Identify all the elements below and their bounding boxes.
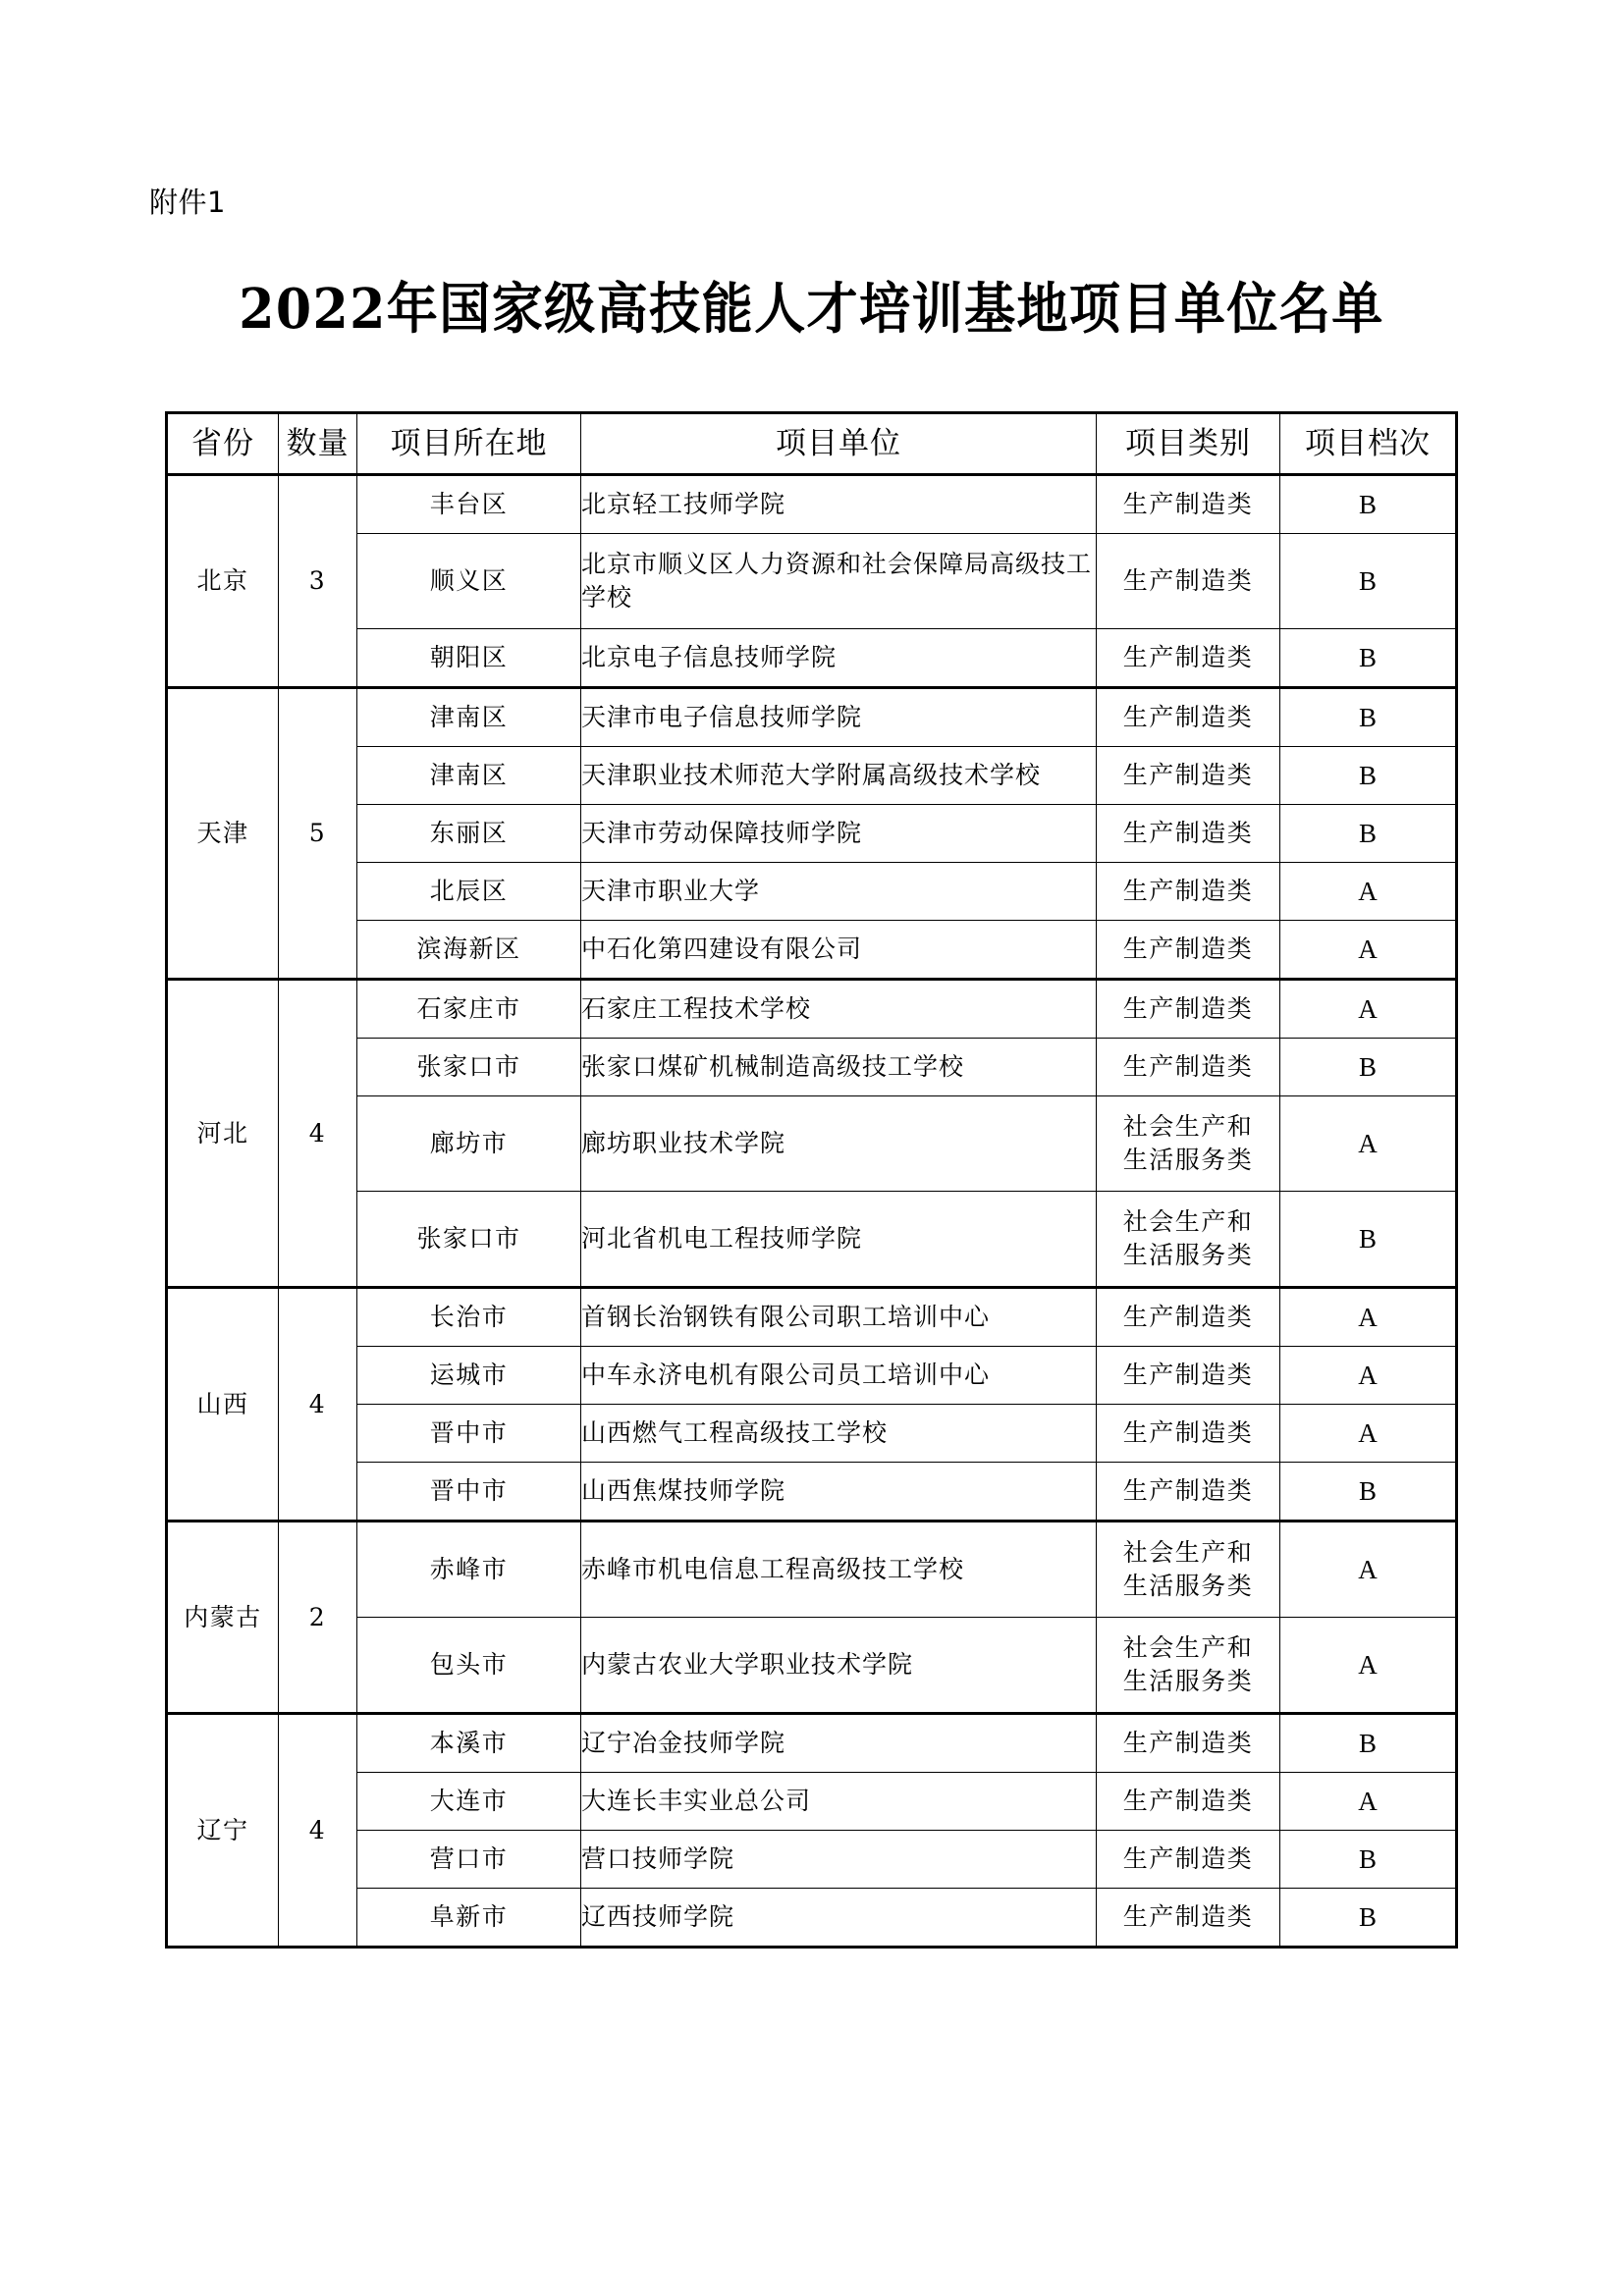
cell-grade: B (1280, 1889, 1457, 1948)
cell-grade: B (1280, 688, 1457, 747)
cell-location: 晋中市 (357, 1405, 581, 1463)
cell-unit: 辽西技师学院 (581, 1889, 1097, 1948)
cell-location: 营口市 (357, 1831, 581, 1889)
cell-grade: A (1280, 1405, 1457, 1463)
cell-category: 生产制造类 (1097, 980, 1280, 1039)
cell-grade: B (1280, 747, 1457, 805)
cell-grade: A (1280, 1347, 1457, 1405)
cell-grade: A (1280, 1522, 1457, 1618)
cell-category: 生产制造类 (1097, 688, 1280, 747)
cell-category: 生产制造类 (1097, 747, 1280, 805)
category-line-2: 生活服务类 (1122, 1572, 1254, 1600)
cell-location: 长治市 (357, 1288, 581, 1347)
cell-category: 生产制造类 (1097, 1347, 1280, 1405)
table-row (167, 921, 1457, 980)
column-header-count: 数量 (279, 413, 357, 475)
cell-category: 生产制造类 (1097, 1288, 1280, 1347)
table-row (167, 1039, 1457, 1096)
cell-location: 阜新市 (357, 1889, 581, 1948)
column-header-unit: 项目单位 (581, 413, 1097, 475)
cell-unit: 天津职业技术师范大学附属高级技术学校 (581, 747, 1097, 805)
cell-location: 顺义区 (357, 534, 581, 629)
table-row (167, 1831, 1457, 1889)
table-row (167, 1405, 1457, 1463)
cell-unit: 中石化第四建设有限公司 (581, 921, 1097, 980)
cell-count: 5 (279, 688, 357, 980)
table-row (167, 1773, 1457, 1831)
cell-province: 北京 (167, 475, 279, 688)
cell-grade: A (1280, 980, 1457, 1039)
table-row (167, 1463, 1457, 1522)
cell-unit: 张家口煤矿机械制造高级技工学校 (581, 1039, 1097, 1096)
column-header-province: 省份 (167, 413, 279, 475)
cell-unit: 大连长丰实业总公司 (581, 1773, 1097, 1831)
cell-unit: 天津市职业大学 (581, 863, 1097, 921)
cell-location: 朝阳区 (357, 629, 581, 688)
cell-location: 丰台区 (357, 475, 581, 534)
cell-category: 生产制造类 (1097, 863, 1280, 921)
cell-location: 赤峰市 (357, 1522, 581, 1618)
table-row (167, 980, 1457, 1039)
cell-unit: 河北省机电工程技师学院 (581, 1192, 1097, 1288)
cell-count: 4 (279, 1288, 357, 1522)
cell-province: 天津 (167, 688, 279, 980)
table-header (167, 413, 1457, 475)
cell-category: 生产制造类 (1097, 1889, 1280, 1948)
cell-grade: A (1280, 1096, 1457, 1192)
cell-grade: B (1280, 475, 1457, 534)
cell-category (1097, 1096, 1280, 1192)
cell-unit: 石家庄工程技术学校 (581, 980, 1097, 1039)
cell-location: 运城市 (357, 1347, 581, 1405)
cell-location: 本溪市 (357, 1714, 581, 1773)
cell-count: 4 (279, 1714, 357, 1948)
cell-location: 晋中市 (357, 1463, 581, 1522)
cell-category (1097, 1618, 1280, 1714)
column-header-category: 项目类别 (1097, 413, 1280, 475)
cell-count: 3 (279, 475, 357, 688)
category-line-2: 生活服务类 (1122, 1146, 1254, 1174)
cell-unit: 山西焦煤技师学院 (581, 1463, 1097, 1522)
cell-category: 生产制造类 (1097, 921, 1280, 980)
cell-location: 大连市 (357, 1773, 581, 1831)
cell-grade: A (1280, 1618, 1457, 1714)
cell-province: 内蒙古 (167, 1522, 279, 1714)
table-row (167, 629, 1457, 688)
cell-province: 河北 (167, 980, 279, 1288)
cell-location: 张家口市 (357, 1039, 581, 1096)
table-row (167, 475, 1457, 534)
cell-unit: 辽宁冶金技师学院 (581, 1714, 1097, 1773)
cell-grade: B (1280, 1463, 1457, 1522)
category-line-2: 生活服务类 (1122, 1241, 1254, 1269)
column-header-grade: 项目档次 (1280, 413, 1457, 475)
cell-category: 生产制造类 (1097, 1831, 1280, 1889)
cell-grade: A (1280, 1288, 1457, 1347)
cell-location: 滨海新区 (357, 921, 581, 980)
column-header-location: 项目所在地 (357, 413, 581, 475)
cell-location: 包头市 (357, 1618, 581, 1714)
project-list-table-wrap (165, 411, 1455, 1949)
attachment-label: 附件1 (149, 186, 226, 219)
cell-grade: B (1280, 1831, 1457, 1889)
cell-grade: A (1280, 863, 1457, 921)
cell-unit: 赤峰市机电信息工程高级技工学校 (581, 1522, 1097, 1618)
cell-count: 4 (279, 980, 357, 1288)
table-body (167, 475, 1457, 1948)
cell-unit: 营口技师学院 (581, 1831, 1097, 1889)
cell-unit: 首钢长治钢铁有限公司职工培训中心 (581, 1288, 1097, 1347)
cell-category: 生产制造类 (1097, 534, 1280, 629)
table-row (167, 1096, 1457, 1192)
cell-category: 生产制造类 (1097, 1405, 1280, 1463)
category-line-1: 社会生产和 (1122, 1112, 1254, 1141)
cell-unit: 中车永济电机有限公司员工培训中心 (581, 1347, 1097, 1405)
table-row (167, 1714, 1457, 1773)
project-list-table (165, 411, 1458, 1949)
table-row (167, 534, 1457, 629)
cell-count: 2 (279, 1522, 357, 1714)
cell-category: 生产制造类 (1097, 1039, 1280, 1096)
cell-location: 津南区 (357, 688, 581, 747)
table-row (167, 805, 1457, 863)
table-header-row (167, 413, 1457, 475)
cell-province: 辽宁 (167, 1714, 279, 1948)
cell-unit: 天津市电子信息技师学院 (581, 688, 1097, 747)
page-title: 2022年国家级高技能人才培训基地项目单位名单 (239, 277, 1384, 342)
cell-grade: B (1280, 1714, 1457, 1773)
cell-location: 廊坊市 (357, 1096, 581, 1192)
cell-location: 张家口市 (357, 1192, 581, 1288)
table-row (167, 1522, 1457, 1618)
cell-category: 生产制造类 (1097, 475, 1280, 534)
category-line-1: 社会生产和 (1122, 1633, 1254, 1662)
cell-province: 山西 (167, 1288, 279, 1522)
cell-category (1097, 1192, 1280, 1288)
cell-location: 北辰区 (357, 863, 581, 921)
cell-unit: 北京轻工技师学院 (581, 475, 1097, 534)
table-row (167, 1192, 1457, 1288)
table-row (167, 1288, 1457, 1347)
cell-category: 生产制造类 (1097, 629, 1280, 688)
cell-grade: B (1280, 805, 1457, 863)
cell-grade: A (1280, 921, 1457, 980)
cell-category: 生产制造类 (1097, 1714, 1280, 1773)
category-line-2: 生活服务类 (1122, 1667, 1254, 1695)
cell-category (1097, 1522, 1280, 1618)
category-line-1: 社会生产和 (1122, 1207, 1254, 1236)
cell-grade: B (1280, 534, 1457, 629)
cell-grade: B (1280, 1192, 1457, 1288)
cell-unit: 北京市顺义区人力资源和社会保障局高级技工学校 (581, 534, 1097, 629)
cell-unit: 廊坊职业技术学院 (581, 1096, 1097, 1192)
table-row (167, 1347, 1457, 1405)
cell-unit: 北京电子信息技师学院 (581, 629, 1097, 688)
cell-location: 津南区 (357, 747, 581, 805)
cell-grade: A (1280, 1773, 1457, 1831)
category-line-1: 社会生产和 (1122, 1538, 1254, 1567)
cell-unit: 天津市劳动保障技师学院 (581, 805, 1097, 863)
cell-location: 东丽区 (357, 805, 581, 863)
table-row (167, 1889, 1457, 1948)
cell-location: 石家庄市 (357, 980, 581, 1039)
cell-unit: 内蒙古农业大学职业技术学院 (581, 1618, 1097, 1714)
table-row (167, 747, 1457, 805)
cell-unit: 山西燃气工程高级技工学校 (581, 1405, 1097, 1463)
cell-category: 生产制造类 (1097, 805, 1280, 863)
cell-grade: B (1280, 629, 1457, 688)
table-row (167, 688, 1457, 747)
cell-category: 生产制造类 (1097, 1463, 1280, 1522)
cell-category: 生产制造类 (1097, 1773, 1280, 1831)
table-row (167, 1618, 1457, 1714)
table-row (167, 863, 1457, 921)
cell-grade: B (1280, 1039, 1457, 1096)
